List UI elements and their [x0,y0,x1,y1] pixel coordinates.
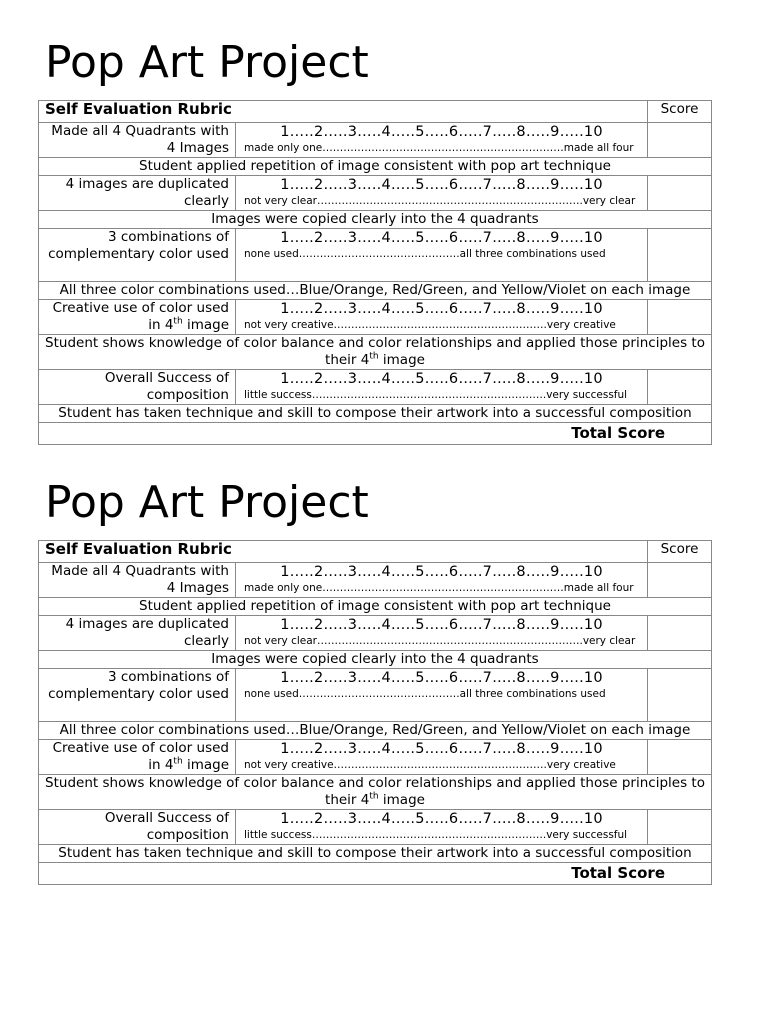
criterion-description: All three color combinations used…Blue/Orange, Red/Green, and Yellow/Violet on each image [39,282,712,300]
criterion-label-text: image [182,757,229,773]
criterion-label-text: image [182,317,229,333]
criterion-description: Student has taken technique and skill to compose their artwork into a successful composition [39,405,712,423]
scale-numbers: 1…..2…..3…..4…..5…..6…..7…..8…..9…..10 [280,811,603,827]
score-heading: Score [648,541,712,563]
score-cell[interactable] [648,810,712,845]
page-title: Pop Art Project [45,477,369,528]
criterion-label: 3 combinations of complementary color used [39,669,236,722]
description-text: image [378,792,425,808]
rating-scale [236,370,648,405]
score-cell[interactable] [648,370,712,405]
scale-numbers: 1…..2…..3…..4…..5…..6…..7…..8…..9…..10 [280,617,603,633]
rubric-section-2 [38,478,711,885]
scale-anchors: not very creative…………………………………………………….very creative [244,759,616,771]
criterion-label: Made all 4 Quadrants with 4 Images [39,563,236,598]
score-cell[interactable] [648,229,712,282]
scale-numbers: 1…..2…..3…..4…..5…..6…..7…..8…..9…..10 [280,177,603,193]
ordinal-suffix: th [173,756,183,767]
criterion-label: 3 combinations of complementary color used [39,229,236,282]
ordinal-suffix: th [173,316,183,327]
rating-scale [236,810,648,845]
criterion-label: Overall Success of composition [39,370,236,405]
criterion-label: 4 images are duplicated clearly [39,616,236,651]
description-text: Student shows knowledge of color balance and color relationships and applied those principles to their 4 [45,335,705,368]
rating-scale [236,229,648,282]
criterion-description [39,335,712,370]
ordinal-suffix: th [369,791,379,802]
rating-scale [236,563,648,598]
total-score-label: Total Score [39,863,712,885]
rating-scale [236,123,648,158]
criterion-label-text: Creative use of color used in 4 [52,740,229,773]
criterion-label: Overall Success of composition [39,810,236,845]
score-cell[interactable] [648,669,712,722]
ordinal-suffix: th [369,351,379,362]
rating-scale [236,300,648,335]
rating-scale [236,740,648,775]
score-cell[interactable] [648,300,712,335]
criterion-label [39,740,236,775]
total-score-label: Total Score [39,423,712,445]
rating-scale [236,176,648,211]
criterion-description: All three color combinations used…Blue/Orange, Red/Green, and Yellow/Violet on each image [39,722,712,740]
score-cell[interactable] [648,616,712,651]
scale-numbers: 1…..2…..3…..4…..5…..6…..7…..8…..9…..10 [280,564,603,580]
rating-scale [236,669,648,722]
rubric-table [38,100,712,445]
rubric-heading: Self Evaluation Rubric [39,541,648,563]
criterion-description: Student applied repetition of image consistent with pop art technique [39,158,712,176]
scale-anchors: not very clear………………………………………………………………….very clear [244,195,636,207]
criterion-description: Images were copied clearly into the 4 quadrants [39,211,712,229]
criterion-label-text: Creative use of color used in 4 [52,300,229,333]
scale-numbers: 1…..2…..3…..4…..5…..6…..7…..8…..9…..10 [280,301,603,317]
criterion-description [39,775,712,810]
rating-scale [236,616,648,651]
criterion-label [39,300,236,335]
scale-anchors: not very clear………………………………………………………………….very clear [244,635,636,647]
scale-anchors: not very creative…………………………………………………….very creative [244,319,616,331]
scale-anchors: made only one……………………………………………………………made all four [244,142,634,154]
score-cell[interactable] [648,176,712,211]
criterion-label: 4 images are duplicated clearly [39,176,236,211]
scale-numbers: 1…..2…..3…..4…..5…..6…..7…..8…..9…..10 [280,124,603,140]
score-cell[interactable] [648,740,712,775]
scale-numbers: 1…..2…..3…..4…..5…..6…..7…..8…..9…..10 [280,230,603,246]
rubric-table [38,540,712,885]
page-title: Pop Art Project [45,37,369,88]
scale-anchors: made only one……………………………………………………………made all four [244,582,634,594]
description-text: image [378,352,425,368]
score-cell[interactable] [648,123,712,158]
rubric-section-1 [38,38,711,445]
scale-numbers: 1…..2…..3…..4…..5…..6…..7…..8…..9…..10 [280,670,603,686]
criterion-description: Images were copied clearly into the 4 quadrants [39,651,712,669]
scale-anchors: none used……………………………………….all three combinations used [244,248,606,260]
criterion-description: Student has taken technique and skill to compose their artwork into a successful composition [39,845,712,863]
scale-numbers: 1…..2…..3…..4…..5…..6…..7…..8…..9…..10 [280,741,603,757]
scale-anchors: little success………………………………………………………….very successful [244,829,628,841]
scale-anchors: none used……………………………………….all three combinations used [244,688,606,700]
score-heading: Score [648,101,712,123]
description-text: Student shows knowledge of color balance and color relationships and applied those principles to their 4 [45,775,705,808]
criterion-description: Student applied repetition of image consistent with pop art technique [39,598,712,616]
criterion-label: Made all 4 Quadrants with 4 Images [39,123,236,158]
rubric-heading: Self Evaluation Rubric [39,101,648,123]
scale-numbers: 1…..2…..3…..4…..5…..6…..7…..8…..9…..10 [280,371,603,387]
scale-anchors: little success………………………………………………………….very successful [244,389,628,401]
score-cell[interactable] [648,563,712,598]
